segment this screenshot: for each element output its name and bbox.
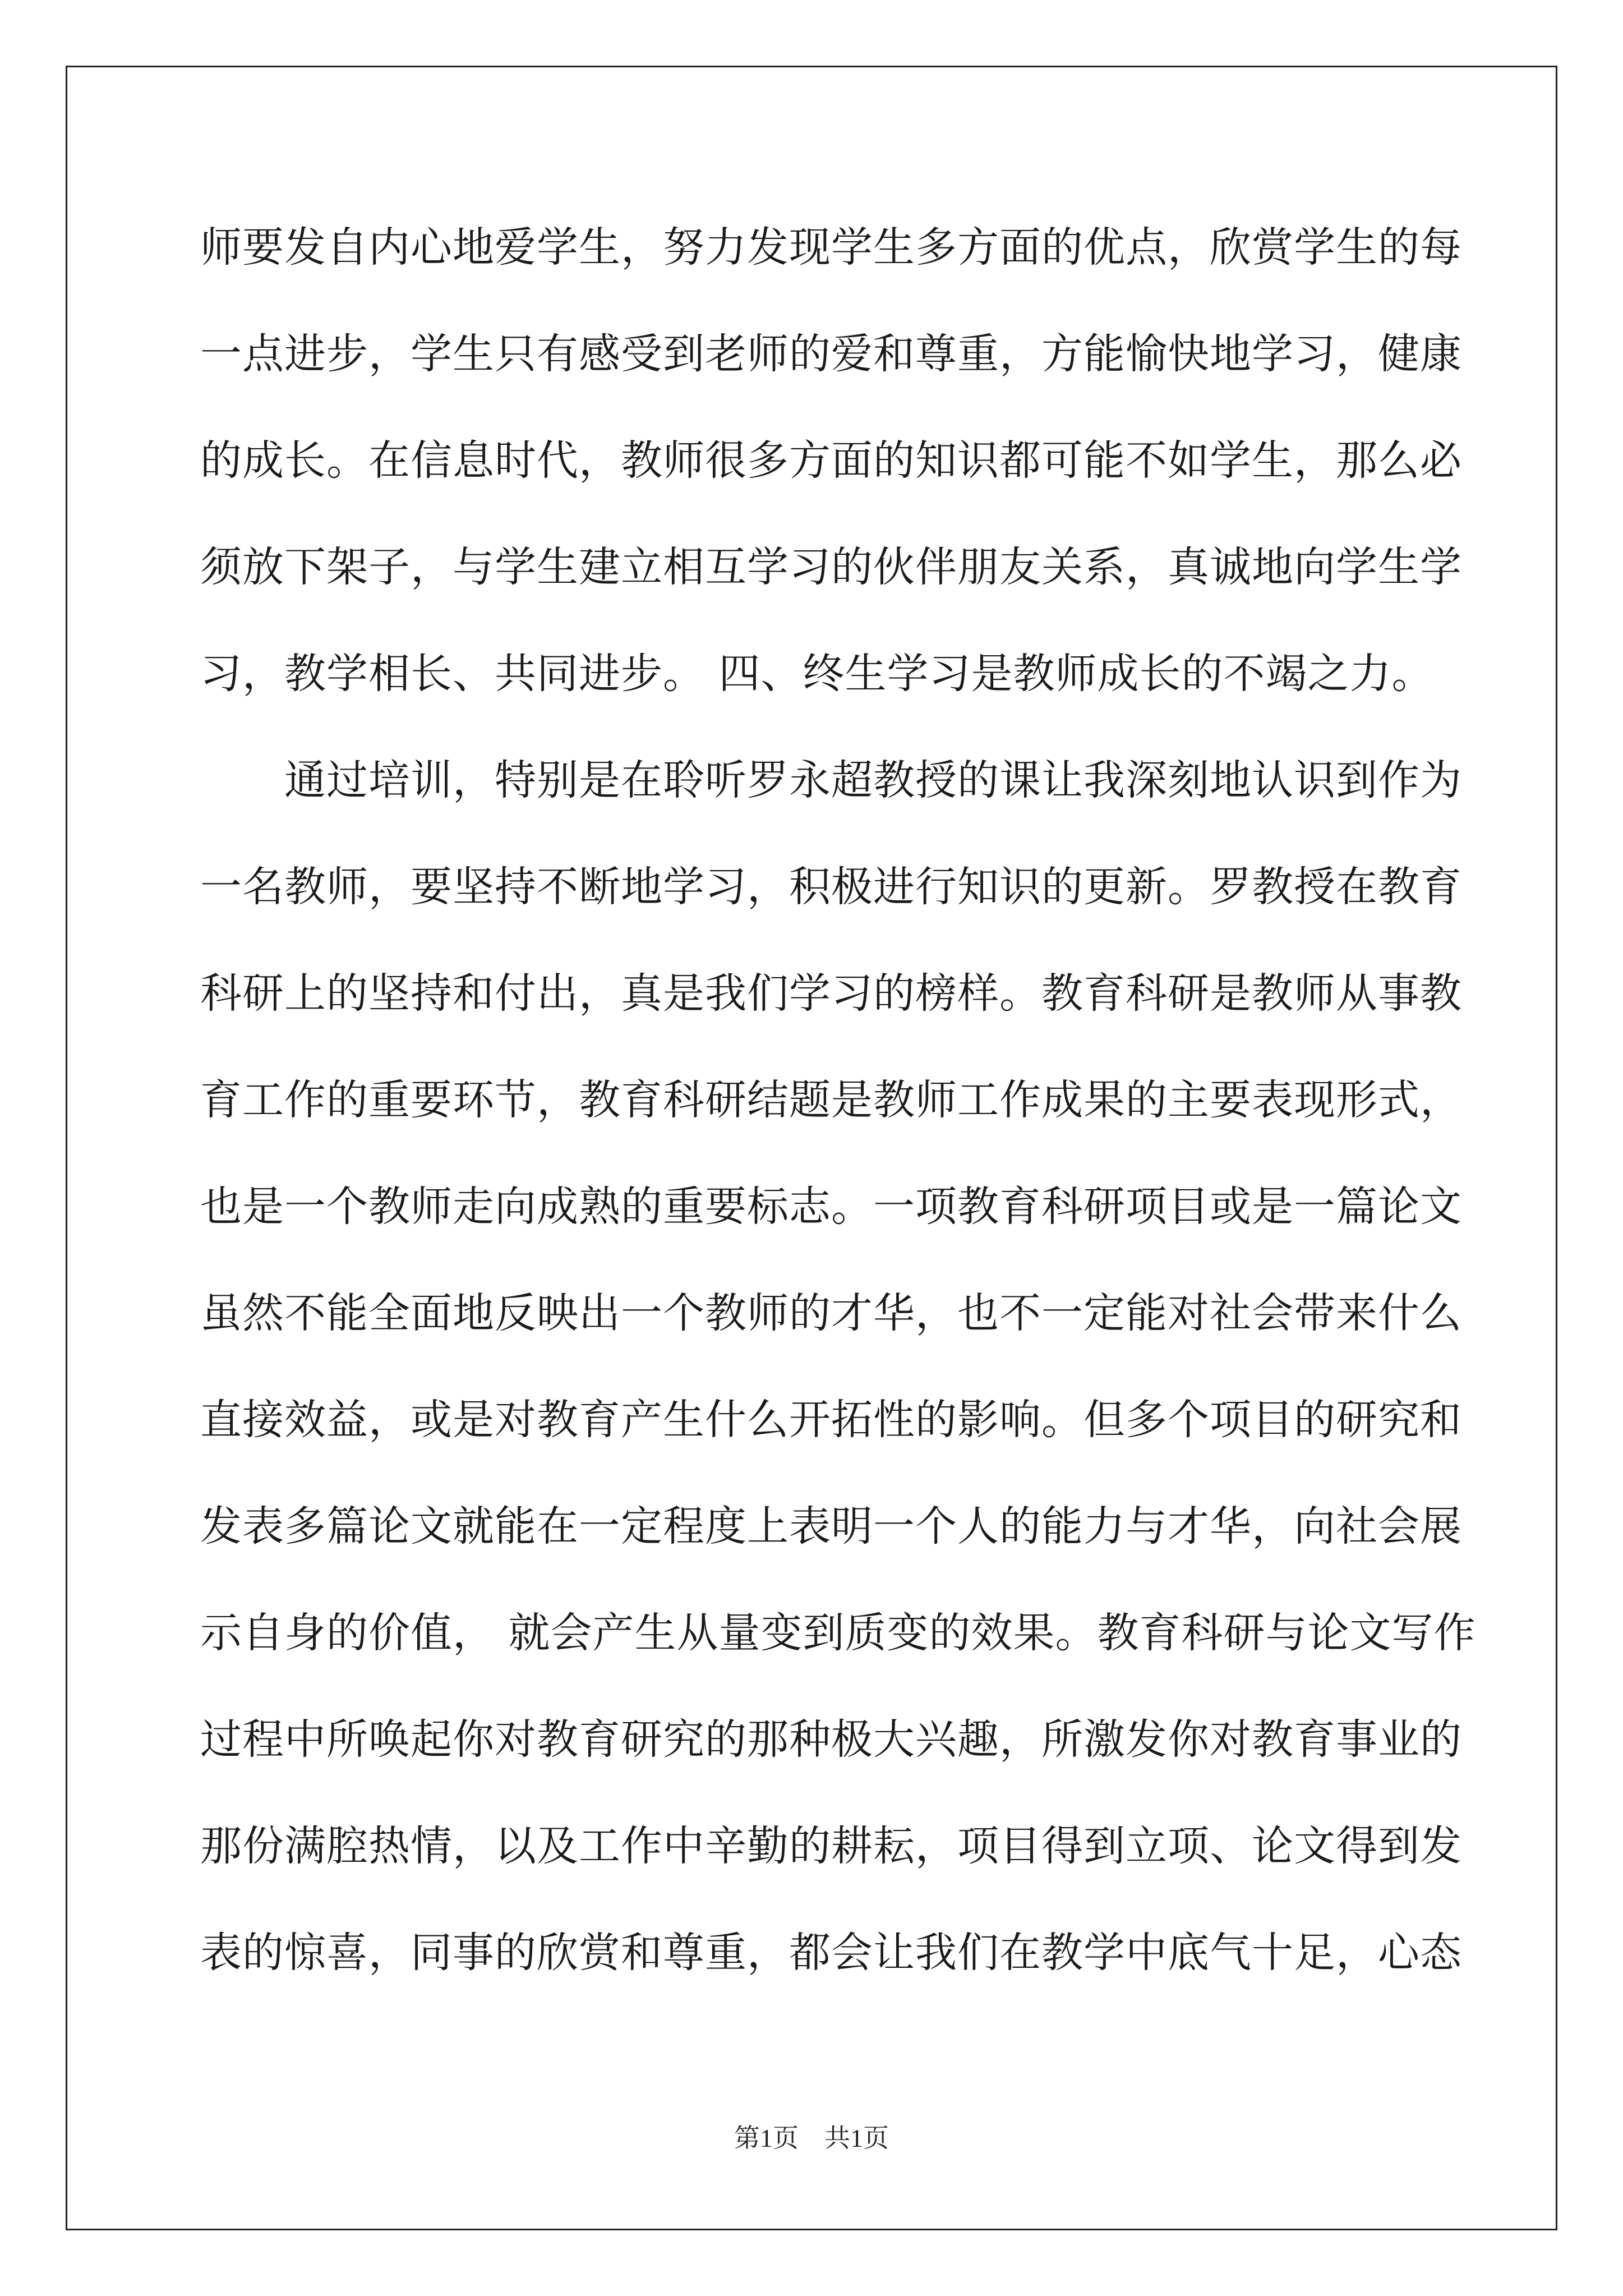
text-line: 一名教师，要坚持不断地学习，积极进行知识的更新。罗教授在教育	[200, 863, 1462, 911]
text-line: 发表多篇论文就能在一定程度上表明一个人的能力与才华，向社会展	[200, 1502, 1462, 1550]
text-line: 习，教学相长、共同进步。 四、终生学习是教师成长的不竭之力。	[200, 650, 1434, 698]
text-line: 那份满腔热情，以及工作中辛勤的耕耘，项目得到立项、论文得到发	[200, 1822, 1462, 1870]
text-line: 科研上的坚持和付出，真是我们学习的榜样。教育科研是教师从事教	[200, 969, 1462, 1018]
text-line: 示自身的价值， 就会产生从量变到质变的效果。教育科研与论文写作	[200, 1609, 1476, 1657]
text-line: 师要发自内心地爱学生，努力发现学生多方面的优点，欣赏学生的每	[200, 223, 1462, 272]
text-line: 的成长。在信息时代，教师很多方面的知识都可能不如学生，那么必	[200, 436, 1462, 485]
text-line: 表的惊喜，同事的欣赏和尊重，都会让我们在教学中底气十足，心态	[200, 1929, 1462, 1977]
text-line: 过程中所唤起你对教育研究的那种极大兴趣，所激发你对教育事业的	[200, 1715, 1462, 1764]
text-line: 育工作的重要环节，教育科研结题是教师工作成果的主要表现形式，	[200, 1076, 1462, 1124]
text-line: 通过培训，特别是在聆听罗永超教授的课让我深刻地认识到作为	[200, 756, 1462, 804]
text-line: 一点进步，学生只有感受到老师的爱和尊重，方能愉快地学习，健康	[200, 330, 1462, 378]
text-line: 也是一个教师走向成熟的重要标志。一项教育科研项目或是一篇论文	[200, 1182, 1462, 1231]
text-line: 须放下架子，与学生建立相互学习的伙伴朋友关系，真诚地向学生学	[200, 543, 1462, 591]
page-footer: 第1页 共1页	[734, 2124, 889, 2152]
text-line: 虽然不能全面地反映出一个教师的才华，也不一定能对社会带来什么	[200, 1289, 1462, 1337]
text-line: 直接效益，或是对教育产生什么开拓性的影响。但多个项目的研究和	[200, 1396, 1462, 1444]
page-border	[66, 66, 1557, 2230]
